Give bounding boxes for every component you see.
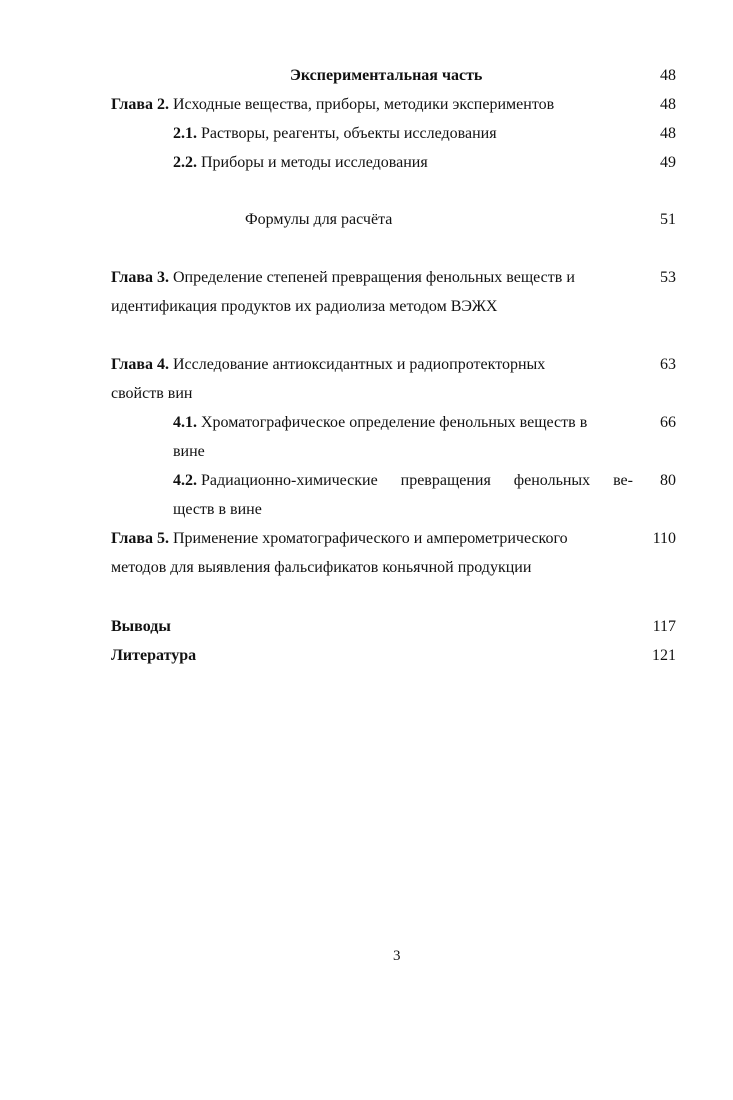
chapter-3-page-number: 53	[660, 269, 676, 286]
section-4-2-word-4: ве-	[613, 472, 633, 489]
toc-entry-chapter-2	[111, 95, 554, 115]
section-4-2-word-1: Радиационно-химические	[201, 472, 378, 489]
chapter-5-title-line-2: методов для выявления фальсификатов коньячной продукции	[111, 559, 532, 576]
chapter-4-page-number: 63	[660, 356, 676, 373]
footer-page-number: 3	[393, 948, 401, 964]
toc-entry-section-2-2	[173, 153, 428, 173]
chapter-2-title: Исходные вещества, приборы, методики экспериментов	[169, 96, 555, 113]
section-4-1-title-line-1: Хроматографическое определение фенольных веществ в	[197, 414, 588, 431]
chapter-4-title-line-2: свойств вин	[111, 385, 193, 402]
section-2-1-number: 2.1.	[173, 125, 197, 142]
experimental-heading: Экспериментальная часть	[290, 67, 483, 84]
conclusions-page-number: 117	[652, 618, 676, 635]
section-4-2-title-line-2: ществ в вине	[173, 501, 262, 518]
chapter-3-number: Глава 3.	[111, 269, 169, 286]
section-4-1-number: 4.1.	[173, 414, 197, 431]
toc-entry-chapter-4	[111, 355, 545, 375]
formulas-page-number: 51	[660, 211, 676, 228]
toc-entry-section-4-1	[173, 413, 587, 433]
section-2-2-number: 2.2.	[173, 154, 197, 171]
chapter-5-number: Глава 5.	[111, 530, 169, 547]
chapter-2-page-number: 48	[660, 96, 676, 113]
chapter-3-title-line-1: Определение степеней превращения фенольных веществ и	[169, 269, 575, 286]
section-2-2-page-number: 49	[660, 154, 676, 171]
section-4-2-number-and-word-1	[173, 471, 378, 491]
toc-entry-chapter-5	[111, 529, 568, 549]
section-4-2-page-number: 80	[660, 472, 676, 489]
section-4-2-word-3: фенольных	[513, 472, 591, 489]
section-2-1-page-number: 48	[660, 125, 676, 142]
toc-entry-conclusions: Выводы	[111, 618, 171, 635]
chapter-4-number: Глава 4.	[111, 356, 169, 373]
section-4-1-title-line-2: вине	[173, 443, 205, 460]
chapter-3-title-line-2: идентификация продуктов их радиолиза методом ВЭЖХ	[111, 298, 498, 315]
toc-entry-literature: Литература	[111, 647, 197, 664]
toc-entry-section-4-2	[173, 471, 633, 491]
section-2-2-title: Приборы и методы исследования	[197, 154, 428, 171]
chapter-4-title-line-1: Исследование антиоксидантных и радиопротекторных	[169, 356, 546, 373]
section-4-1-page-number: 66	[660, 414, 676, 431]
experimental-page-number: 48	[660, 67, 676, 84]
literature-page-number: 121	[652, 647, 676, 664]
chapter-5-title-line-1: Применение хроматографического и амперометрического	[169, 530, 568, 547]
chapter-5-page-number: 110	[652, 530, 676, 547]
section-2-1-title: Растворы, реагенты, объекты исследования	[197, 125, 497, 142]
toc-entry-section-2-1	[173, 124, 497, 144]
section-4-2-word-2: превращения	[400, 472, 491, 489]
section-4-2-number: 4.2.	[173, 472, 197, 489]
chapter-2-number: Глава 2.	[111, 96, 169, 113]
toc-entry-chapter-3	[111, 268, 575, 288]
toc-entry-formulas: Формулы для расчёта	[245, 211, 393, 228]
